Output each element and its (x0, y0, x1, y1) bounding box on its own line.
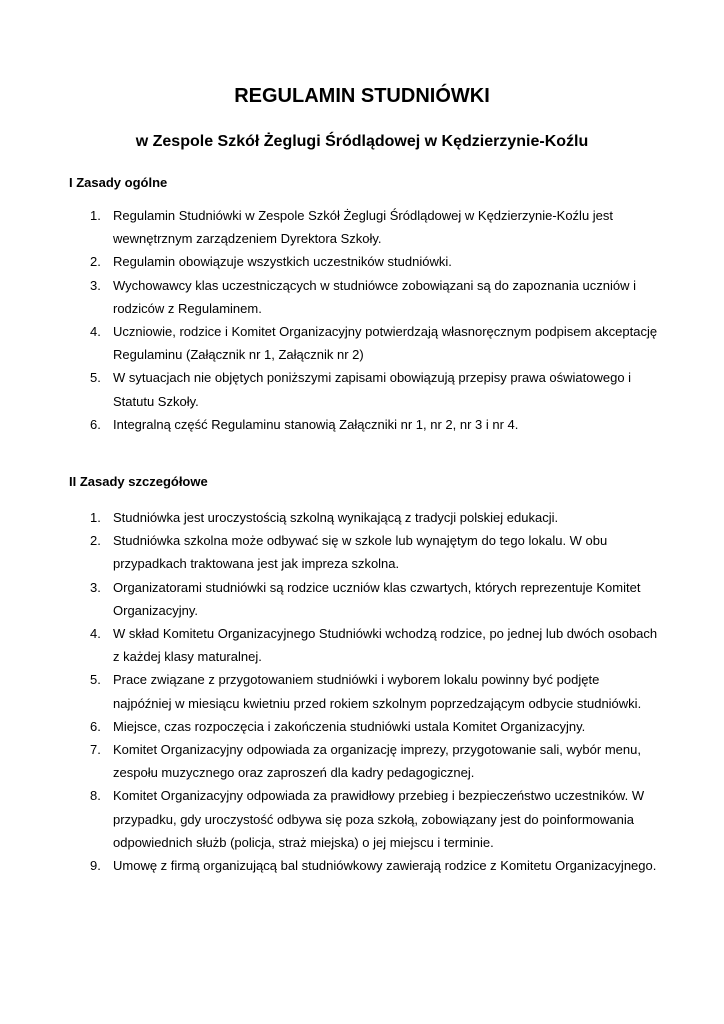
list-item (0, 668, 724, 714)
list-item (0, 274, 724, 320)
list-item (0, 738, 724, 784)
list-item-text: Studniówka jest uroczystością szkolną wynikającą z tradycji polskiej edukacji. (113, 510, 559, 525)
list-item-number: 1. (90, 208, 101, 223)
list-item-number: 4. (90, 626, 101, 642)
list-item-text: Miejsce, czas rozpoczęcia i zakończenia studniówki ustala Komitet Organizacyjny. (113, 718, 586, 734)
list-item-number: 2. (90, 533, 101, 549)
list-item (0, 622, 724, 668)
list-item-number: 4. (90, 324, 101, 340)
list-item-number: 3. (90, 277, 101, 293)
list-item-text: Regulamin Studniówki w Zespole Szkół Żeglugi Śródlądowej w Kędzierzynie-Koźlu jest wewnętrznym zarządzeniem Dyrektora Szkoły. (113, 208, 614, 247)
list-item-number: 5. (90, 672, 101, 688)
document-subtitle: w Zespole Szkół Żeglugi Śródlądowej w Kędzierzynie-Koźlu (135, 133, 589, 150)
list-item (0, 366, 724, 412)
list-item-number: 9. (90, 858, 101, 874)
list-item-text: Studniówka szkolna może odbywać się w szkole lub wynajętym do tego lokalu. W obu przypadkach traktowana jest jak impreza szkolna. (113, 533, 608, 572)
list-item (0, 854, 724, 877)
list-item-text: Prace związane z przygotowaniem studniówki i wyborem lokalu powinny być podjęte najpóźniej w miesiącu kwietniu przed rokiem szkolnym poprzedzającym odbycie studniówki. (113, 672, 642, 711)
list-item (0, 204, 724, 250)
list-item-number: 6. (90, 416, 101, 432)
list-item-text: Komitet Organizacyjny odpowiada za organizację imprezy, przygotowanie sali, wybór menu, zespołu muzycznego oraz zaproszeń dla kadry pedagogicznej. (113, 742, 641, 781)
list-item-text: Wychowawcy klas uczestniczących w studniówce zobowiązani są do zapoznania uczniów i rodziców z Regulaminem. (113, 277, 637, 316)
list-item-number: 7. (90, 742, 101, 758)
list-item-text: Organizatorami studniówki są rodzice uczniów klas czwartych, których reprezentuje Komitet Organizacyjny. (113, 579, 641, 618)
list-item-text: Uczniowie, rodzice i Komitet Organizacyjny potwierdzają własnoręcznym podpisem akceptację Regulaminu (Załącznik nr 1, Załącznik nr 2) (113, 324, 658, 363)
list-item (0, 784, 724, 854)
list-item-number: 5. (90, 370, 101, 386)
list-item-text: Komitet Organizacyjny odpowiada za prawidłowy przebieg i bezpieczeństwo uczestników. W przypadku, gdy uroczystość odbywa się poza szkołą, zobowiązany jest do poinformowania odpowiednich służb (policja, straż miejska) o jej miejscu i terminie. (113, 788, 645, 850)
document-title: REGULAMIN STUDNIÓWKI (234, 85, 490, 107)
list-item-text: Integralną część Regulaminu stanowią Załączniki nr 1, nr 2, nr 3 i nr 4. (113, 416, 519, 432)
list-item (0, 576, 724, 622)
section-heading-general: I Zasady ogólne (69, 175, 168, 190)
general-rules-list (0, 204, 724, 436)
list-item-number: 2. (90, 254, 101, 270)
list-item (0, 529, 724, 575)
detailed-rules-list (0, 506, 724, 877)
section-heading-detailed: II Zasady szczegółowe (69, 474, 208, 489)
list-item-number: 8. (90, 788, 101, 804)
list-item (0, 320, 724, 366)
list-item (0, 506, 724, 529)
list-item (0, 413, 724, 436)
list-item (0, 250, 724, 273)
list-item-text: Regulamin obowiązuje wszystkich uczestników studniówki. (113, 254, 452, 270)
list-item (0, 715, 724, 738)
list-item-text: Umowę z firmą organizującą bal studniówkowy zawierają rodzice z Komitetu Organizacyjnego. (113, 858, 657, 874)
list-item-number: 3. (90, 579, 101, 595)
list-item-text: W sytuacjach nie objętych poniższymi zapisami obowiązują przepisy prawa oświatowego i Statutu Szkoły. (113, 370, 632, 409)
list-item-number: 6. (90, 718, 101, 734)
list-item-number: 1. (90, 510, 101, 525)
list-item-text: W skład Komitetu Organizacyjnego Studniówki wchodzą rodzice, po jednej lub dwóch osobach z każdej klasy maturalnej. (113, 626, 658, 665)
